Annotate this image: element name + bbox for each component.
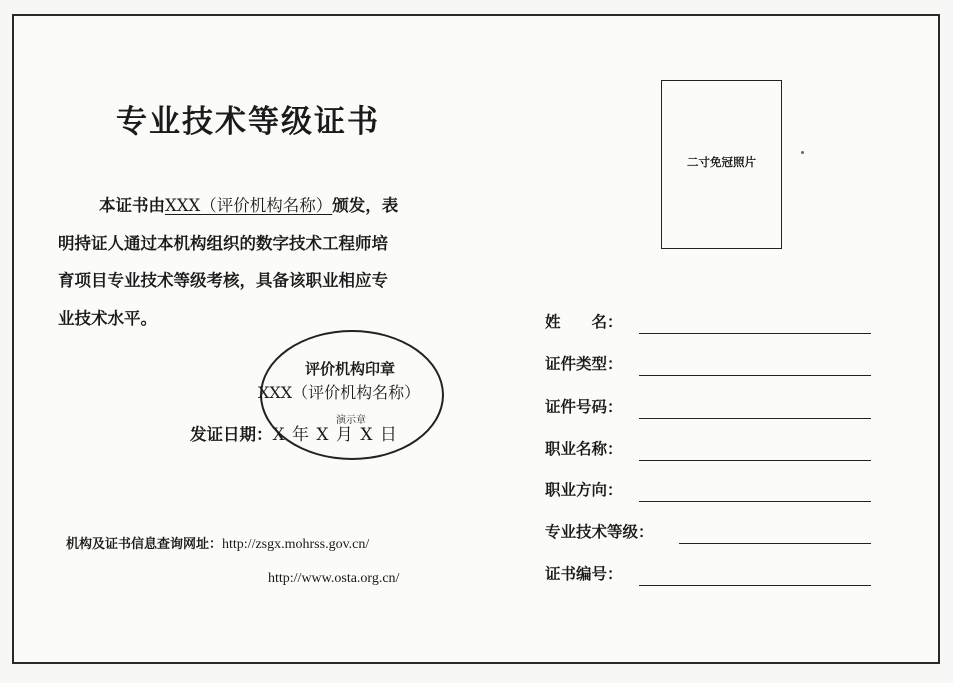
issuing-organization: XXX（评价机构名称）: [165, 196, 333, 215]
seal-text-organization: XXX（评价机构名称）: [258, 383, 421, 402]
field-label: 姓 名：: [545, 312, 623, 331]
field-label: 证件号码：: [545, 397, 623, 416]
field-line: [639, 501, 871, 502]
photo-label: 二寸免冠照片: [687, 155, 756, 169]
statement-line-1: [58, 187, 478, 225]
field-line: [639, 375, 871, 376]
query-label: 机构及证书信息查询网址：: [66, 537, 223, 552]
query-url-1: http://zsgx.mohrss.gov.cn/: [222, 537, 370, 552]
statement-prefix: 本证书由: [99, 196, 165, 215]
certificate-statement: [58, 187, 478, 337]
field-occupation-direction: [545, 478, 875, 502]
field-id-number: [545, 395, 875, 419]
field-label: 职业名称：: [545, 439, 623, 458]
issue-date-value: X 年 X 月 X 日: [272, 425, 398, 445]
seal-text-title: 评价机构印章: [305, 360, 396, 378]
query-info: [66, 533, 369, 553]
query-url-2: http://www.osta.org.cn/: [268, 571, 400, 586]
seal-text-demo: 演示章: [336, 415, 366, 426]
statement-line-4: 业技术水平。: [58, 308, 157, 328]
field-line: [679, 543, 871, 544]
field-occupation-name: [545, 437, 875, 461]
statement-line-3: 育项目专业技术等级考核，具备该职业相应专: [58, 271, 388, 290]
issue-date-label: 发证日期：: [190, 425, 273, 444]
field-technical-grade: [545, 520, 875, 544]
field-label: 职业方向：: [545, 480, 623, 499]
field-label: 证书编号：: [545, 564, 623, 583]
field-certificate-number: [545, 562, 875, 586]
field-label: 专业技术等级：: [545, 522, 654, 541]
statement-line-2: 明持证人通过本机构组织的数字技术工程师培: [58, 233, 388, 253]
issue-date: [190, 420, 398, 445]
speck: [801, 151, 804, 154]
field-id-type: [545, 352, 875, 376]
statement-suffix: 颁发，表: [332, 196, 399, 215]
field-line: [639, 333, 871, 334]
field-label: 证件类型：: [545, 354, 623, 373]
photo-placeholder: [661, 80, 782, 249]
field-line: [639, 418, 871, 419]
certificate-title: 专业技术等级证书: [116, 104, 380, 140]
field-line: [639, 585, 871, 586]
field-name: [545, 310, 875, 334]
field-line: [639, 460, 871, 461]
